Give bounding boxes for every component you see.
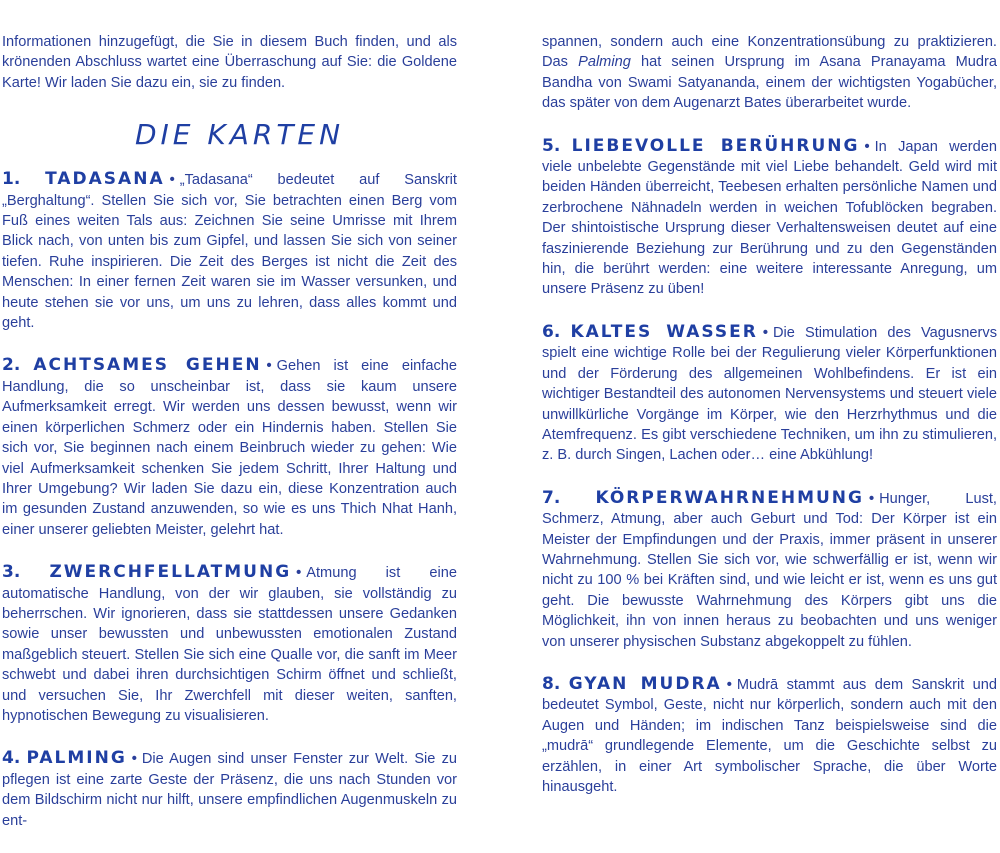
bullet-separator: • [726, 676, 732, 693]
intro-paragraph: Informationen hinzugefügt, die Sie in diesem Buch finden, und als krönenden Abschluss wartet eine Überraschung auf Sie: die Goldene Karte! Wir laden Sie dazu ein, sie zu finden. [2, 34, 457, 91]
bullet-separator: • [266, 358, 272, 375]
bullet-separator: • [762, 324, 768, 341]
card-title: KALTES WASSER [570, 321, 758, 342]
card-description: Hunger, Lust, Schmerz, Atmung, aber auch Geburt und Tod: Der Körper ist ein Meister der Empfindungen und der Praxis, immer präsent in unserer Wahrnehmung. Stellen Sie sich vor, wie schwerfällig er ist, wenn wir nicht zu 100 % bei Kräften sind, und wie leicht er ist, wenn es uns gut geht. Die bewusste Wahrnehmung des Körpers gibt uns die Möglichkeit, ihn von innen heraus zu beobachten und uns weniger von unserer physischen Substanz abgekoppelt zu fühlen. [542, 490, 997, 650]
bullet-separator: • [868, 490, 875, 507]
card-number: 4. [2, 748, 21, 769]
card-number: 2. [2, 355, 21, 376]
bullet-separator: • [131, 751, 137, 768]
card-description: Mudrā stammt aus dem Sanskrit und bedeutet Symbol, Geste, nicht nur körperlich, sondern auch mit den Augen und Händen; im indischen Tanz beispielsweise sind die „mudrā“ grundlegende Elemente, um die Geschichte selbst zu erzählen, in einer Art symbolischer Sprache, die über Worte hinausgeht. [542, 676, 997, 795]
card-title: ACHTSAMES GEHEN [33, 355, 262, 376]
card-title: KÖRPERWAHRNEHMUNG [595, 487, 864, 508]
card-entry-6 [542, 322, 997, 466]
card-description: Gehen ist eine einfache Handlung, die so unscheinbar ist, dass sie kaum unsere Aufmerksamkeit erregt. Wir werden uns dessen bewusst, wenn wir einen körperlichen Schmerz oder ein Hindernis haben. Stellen Sie sich vor, Sie beginnen nach einem Beinbruch wieder zu gehen: Wie viel Aufmerksamkeit schenken Sie jedem Schritt, Ihrer Haltung und Ihrer Umgebung? Wir laden Sie dazu ein, diese Konzentration auch im gesunden Zustand anzuwenden, so wie es uns Thich Nhat Hanh, einer unserer geliebten Meister, gelehrt hat. [2, 358, 457, 538]
card-number: 5. [542, 135, 561, 156]
card-number: 6. [542, 321, 561, 342]
card-entry-5 [542, 136, 997, 300]
continuation-text-b: hat seinen Ursprung im Asana Pranayama Mudra Bandha von Swami Satyananda, einem der wichtigsten Yogabücher, das später von dem Augenarzt Bates überarbeitet wurde. [542, 54, 998, 112]
card-entry-4 [2, 748, 457, 831]
card-title: PALMING [26, 748, 127, 769]
card-description: „Tadasana“ bedeutet auf Sanskrit „Berghaltung“. Stellen Sie sich vor, Sie betrachten einen Berg vom Fuß eines weiten Tals aus: Zeichnen Sie seine Umrisse mit Ihrem Blick nach, von unten bis zum Gipfel, und lassen Sie sich von seiner tiefen. Ruhe inspirieren. Die Zeit des Berges ist nicht die Zeit des Menschen: In einer fernen Zeit waren sie im Wasser versunken, und heute stehen sie vor uns, um uns zu lehren, dass alles kommt und geht. [2, 172, 457, 332]
card-number: 8. [542, 673, 561, 694]
card-entry-3 [2, 562, 457, 726]
continuation-paragraph [542, 32, 997, 114]
card-number: 3. [2, 562, 21, 583]
card-description: In Japan werden viele unbelebte Gegenstände mit viel Liebe behandelt. Geld wird mit beiden Händen überreicht, Teebesen erhalten persönliche Namen und zerbrochene Nähnadeln werden in weichen Tofublöcken begraben. Der shintoistische Ursprung dieser Verhaltensweisen deutet auf eine faszinierende Beziehung zur Berührung und zu den Gegenständen hin, die berührt werden: eine weitere interessante Anregung, um unsere Präsenz zu üben! [542, 138, 997, 298]
bullet-separator: • [296, 565, 302, 582]
card-title: GYAN MUDRA [568, 673, 722, 694]
card-entry-7 [542, 488, 997, 652]
card-title: TADASANA [45, 169, 165, 190]
card-entry-2 [2, 355, 457, 540]
section-heading: DIE KARTEN [134, 118, 345, 152]
card-description: Die Stimulation des Vagusnervs spielt eine wichtige Rolle bei der Regulierung vieler Körperfunktionen und der Förderung des allgemeinen Wohlbefindens. Er ist ein wichtiger Bestandteil des autonomen Nervensystems und steuert viele unwillkürliche Vorgänge im Körper, wie den Herzrhythmus und die Atemfrequenz. Es gibt verschiedene Techniken, um ihn zu stimulieren, z. B. durch Singen, Lachen oder… eine Abkühlung! [542, 324, 997, 464]
left-column [2, 32, 457, 853]
card-entry-1 [2, 169, 457, 333]
card-title: LIEBEVOLLE BERÜHRUNG [571, 135, 860, 156]
palming-italic: Palming [578, 54, 631, 71]
continuation-text-a: spannen, sondern auch eine Konzentrationsübung zu praktizieren. Das [542, 34, 997, 71]
card-number: 1. [2, 169, 21, 190]
card-description: Die Augen sind unser Fenster zur Welt. Sie zu pflegen ist eine zarte Geste der Präsenz, die uns nach Stunden vor dem Bildschirm nicht nur hilft, unsere empfindlichen Augenmuskeln zu ent- [2, 751, 457, 829]
card-number: 7. [542, 487, 561, 508]
bullet-separator: • [169, 172, 175, 189]
right-column [542, 32, 997, 819]
card-title: ZWERCHFELLATMUNG [49, 562, 292, 583]
card-description: Atmung ist eine automatische Handlung, von der wir glauben, sie vollständig zu beherrschen. Wir ignorieren, dass sie stattdessen unsere Gedanken sowie unser bewussten und unbewussten emotionalen Zustand maßgeblich steuert. Stellen Sie sich eine Qualle vor, die sanft im Meer schwebt und dabei ihren durchsichtigen Schirm öffnet und schließt, und versuchen Sie, Ihr Zwerchfell mit dieser weiten, sanften, hypnotischen Bewegung zu visualisieren. [2, 565, 458, 724]
card-entry-8 [542, 674, 997, 797]
bullet-separator: • [864, 138, 870, 155]
